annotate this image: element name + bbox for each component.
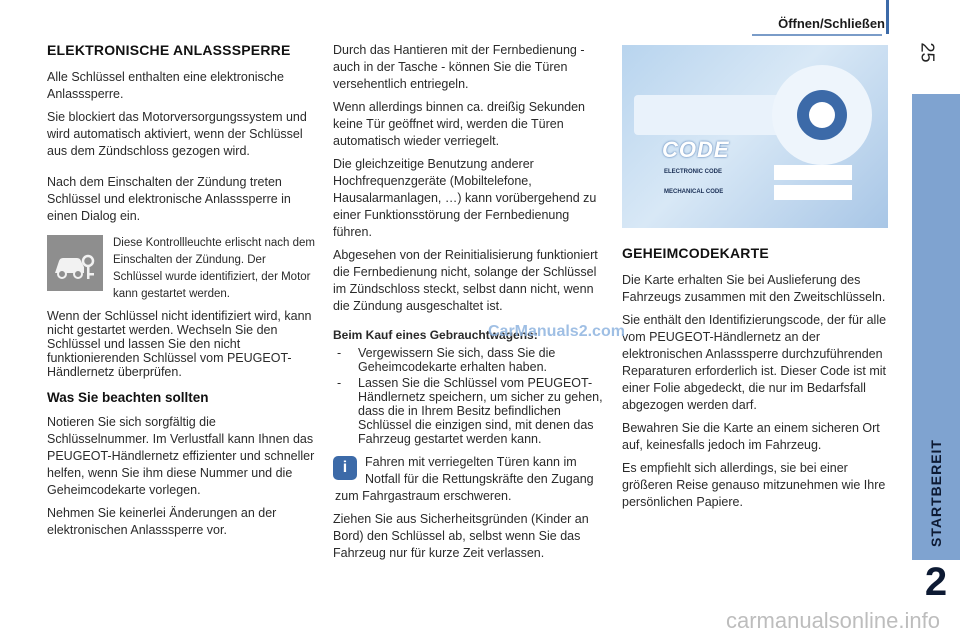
list-item-text: Vergewissern Sie sich, dass Sie die Geheimcodekarte erhalten haben. — [358, 346, 556, 374]
remote-paragraph-3: Die gleichzeitige Benutzung anderer Hochfrequenzgeräte (Mobiltelefone, Hausalarmanlagen, …) kann vorübergehend zu einer Funktionsstörung der Fernbedienung führen. — [333, 157, 597, 239]
header-bar — [886, 0, 889, 34]
notes-paragraph-2: Nehmen Sie keinerlei Änderungen an der elektronischen Anlasssperre vor. — [47, 506, 277, 537]
code-card-paragraph-3: Bewahren Sie die Karte an einem sicheren Ort auf, keinesfalls jedoch im Fahrzeug. — [622, 421, 880, 452]
used-car-list — [333, 346, 603, 446]
chapter-side-tab-label — [913, 440, 959, 560]
immobiliser-paragraph-4: Wenn der Schlüssel nicht identifiziert wird, kann nicht gestartet werden. Wechseln Sie den Schlüssel und lassen Sie den nicht funktionierenden Schlüssel vom PEUGEOT-Händlernetz überprüfen. — [47, 309, 312, 379]
watermark-footer: carmanualsonline.info — [725, 608, 940, 633]
code-card-paragraph-1: Die Karte erhalten Sie bei Auslieferung des Fahrzeugs zusammen mit den Zweitschlüsseln. — [622, 273, 886, 304]
remote-paragraph-2: Wenn allerdings binnen ca. dreißig Sekunden keine Tür geöffnet wird, werden die Türen automatisch wieder verriegelt. — [333, 100, 586, 148]
code-card-paragraph-4: Es empfiehlt sich allerdings, sie bei einer größeren Reise genauso mitzunehmen wie Ihre persönlichen Papiere. — [622, 461, 886, 509]
notes-subheading: Was Sie beachten sollten — [47, 390, 209, 405]
card-electronic-code-label: ELECTRONIC CODE — [664, 169, 723, 175]
watermark-middle: CarManuals2.com — [488, 323, 625, 340]
list-item-text: Lassen Sie die Schlüssel vom PEUGEOT-Händlernetz speichern, um sicher zu gehen, dass die in Ihrem Besitz befindlichen Schlüssel die einzigen sind, mit denen das Fahrzeug gestartet werden kann. — [358, 376, 603, 446]
chapter-number: 2 — [924, 560, 948, 604]
column-remote — [333, 42, 603, 568]
info-icon: i — [333, 456, 357, 480]
warning-light-text: Diese Kontrollleuchte erlischt nach dem Einschalten der Zündung. Der Schlüssel wurde identifiziert, der Motor kann gestartet werden. — [113, 237, 315, 300]
info-text: Fahren mit verriegelten Türen kann im Notfall für die Rettungskräfte den Zugang zum Fahrgastraum erschweren. — [335, 455, 594, 503]
remote-paragraph-4: Abgesehen von der Reinitialisierung funktioniert die Fernbedienung nicht, solange der Schlüssel im Zündschloss steckt, selbst dann nicht, wenn die Zündung ausgeschaltet ist. — [333, 248, 598, 313]
header-rule — [752, 34, 882, 36]
chapter-label: STARTBEREIT — [928, 439, 944, 547]
column-code-card — [622, 245, 888, 517]
card-code-title: CODE — [662, 137, 730, 162]
column-immobiliser — [47, 42, 317, 545]
immobiliser-heading: ELEKTRONISCHE ANLASSSPERRE — [47, 42, 291, 58]
info-note — [333, 454, 603, 505]
code-card-illustration — [622, 45, 888, 228]
list-item — [333, 376, 603, 446]
card-mechanical-code-label: MECHANICAL CODE — [664, 189, 724, 195]
notes-paragraph-1: Notieren Sie sich sorgfältig die Schlüsselnummer. Im Verlustfall kann Ihnen das PEUGEOT-Händlernetz effizienter und schneller helfen, wenn Sie ihm diese Nummer und die Geheimcodekarte vorlegen. — [47, 415, 315, 497]
used-car-lead: Beim Kauf eines Gebrauchtwagens: — [333, 328, 538, 342]
page-number: 25 — [917, 42, 938, 63]
immobiliser-paragraph-1: Alle Schlüssel enthalten eine elektronische Anlasssperre. — [47, 70, 284, 101]
section-title: Öffnen/Schließen — [778, 16, 885, 31]
list-dash: - — [337, 376, 342, 390]
remote-paragraph-1: Durch das Hantieren mit der Fernbedienung - auch in der Tasche - können Sie die Türen versehentlich entriegeln. — [333, 43, 585, 91]
list-item — [333, 346, 603, 374]
warning-light-note — [47, 235, 317, 303]
immobiliser-paragraph-2: Sie blockiert das Motorversorgungssystem und wird automatisch aktiviert, wenn der Schlüssel aus dem Zündschloss gezogen wird. — [47, 110, 307, 158]
code-card-paragraph-2: Sie enthält den Identifizierungscode, der für alle vom PEUGEOT-Händlernetz an der elektronischen Anlasssperre durchzuführenden Reparaturen erforderlich ist. Dieser Code ist mit einer Folie abgedeckt, die nur im Bedarfsfall abgezogen werden darf. — [622, 313, 887, 412]
code-card-heading: GEHEIMCODEKARTE — [622, 245, 769, 261]
peugeot-logo-icon — [797, 90, 847, 140]
card-mechanical-code-field — [774, 185, 852, 200]
list-dash: - — [337, 346, 342, 360]
immobiliser-paragraph-3: Nach dem Einschalten der Zündung treten Schlüssel und elektronische Anlasssperre in einen Dialog ein. — [47, 175, 291, 223]
card-electronic-code-field — [774, 165, 852, 180]
remote-paragraph-5: Ziehen Sie aus Sicherheitsgründen (Kinder an Bord) den Schlüssel ab, selbst wenn Sie das Fahrzeug nur für kurze Zeit verlassen. — [333, 512, 589, 560]
car-key-warning-light-icon — [47, 235, 103, 291]
